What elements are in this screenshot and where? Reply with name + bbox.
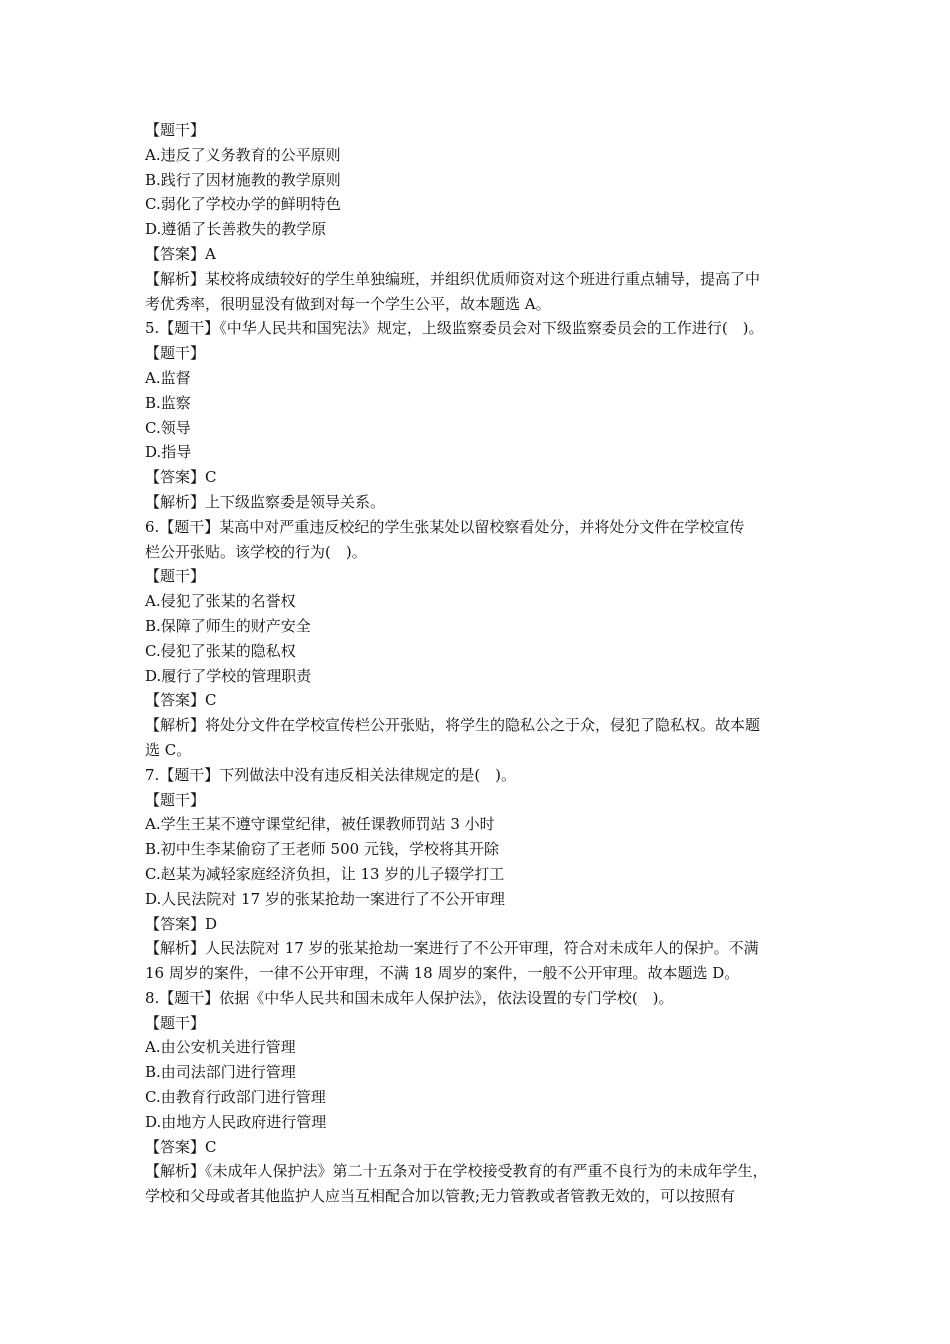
text-line: 学校和父母或者其他监护人应当互相配合加以管教;无力管教或者管教无效的，可以按照有: [145, 1187, 736, 1206]
text-line: 【题干】: [145, 567, 206, 586]
text-line: D.遵循了长善救失的教学原: [145, 220, 327, 239]
text-line: A.侵犯了张某的名誉权: [145, 592, 296, 611]
text-line: D.履行了学校的管理职责: [145, 666, 312, 685]
text-line: A.学生王某不遵守课堂纪律，被任课教师罚站 3 小时: [145, 815, 495, 834]
text-line: B.保障了师生的财产安全: [145, 616, 311, 635]
text-line: B.监察: [145, 393, 191, 412]
text-line: A.违反了义务教育的公平原则: [145, 145, 341, 164]
text-line: 【解析】《未成年人保护法》第二十五条对于在学校接受教育的有严重不良行为的未成年学生，: [145, 1162, 768, 1181]
text-line: 【答案】C: [145, 468, 217, 487]
text-line: B.初中生李某偷窃了王老师 500 元钱，学校将其开除: [145, 840, 499, 859]
text-line: 【题干】: [145, 790, 206, 809]
text-line: B.由司法部门进行管理: [145, 1063, 296, 1082]
text-line: A.监督: [145, 368, 191, 387]
text-line: 【解析】人民法院对 17 岁的张某抢劫一案进行了不公开审理，符合对未成年人的保护。不满: [145, 939, 759, 958]
text-line: 【题干】: [145, 121, 206, 139]
text-line: 【答案】C: [145, 691, 217, 710]
text-line: 【题干】: [145, 1013, 206, 1032]
text-line: 选 C。: [145, 740, 192, 759]
text-line: 【答案】C: [145, 1137, 217, 1156]
text-line: 【答案】D: [145, 914, 218, 933]
text-line: C.由教育行政部门进行管理: [145, 1088, 326, 1107]
text-line: 考优秀率，很明显没有做到对每一个学生公平，故本题选 A。: [145, 294, 551, 313]
text-line: D.人民法院对 17 岁的张某抢劫一案进行了不公开审理: [145, 889, 505, 908]
text-line: 【解析】将处分文件在学校宣传栏公开张贴，将学生的隐私公之于众，侵犯了隐私权。故本题: [145, 716, 761, 735]
text-line: C.领导: [145, 418, 191, 437]
text-line: 【答案】A: [145, 244, 216, 263]
text-line: 6.【题干】某高中对严重违反校纪的学生张某处以留校察看处分，并将处分文件在学校宣传: [145, 517, 745, 536]
text-line: C.赵某为减轻家庭经济负担，让 13 岁的儿子辍学打工: [145, 864, 505, 883]
document-body: [145, 118, 810, 1209]
text-line: 16 周岁的案件，一律不公开审理，不满 18 周岁的案件，一般不公开审理。故本题选 D。: [145, 964, 740, 983]
text-line: 【题干】: [145, 344, 206, 363]
text-line: D.指导: [145, 443, 192, 462]
text-line: 【解析】某校将成绩较好的学生单独编班，并组织优质师资对这个班进行重点辅导，提高了中: [145, 269, 761, 288]
text-line: C.侵犯了张某的隐私权: [145, 641, 296, 660]
text-line: B.践行了因材施教的教学原则: [145, 170, 341, 189]
text-line: 栏公开张贴。该学校的行为( )。: [145, 542, 367, 561]
text-line: A.由公安机关进行管理: [145, 1038, 296, 1057]
text-line: 5.【题干】《中华人民共和国宪法》规定，上级监察委员会对下级监察委员会的工作进行( )。: [145, 319, 764, 338]
text-line: 7.【题干】下列做法中没有违反相关法律规定的是( )。: [145, 765, 517, 784]
text-line: C.弱化了学校办学的鲜明特色: [145, 195, 341, 214]
text-line: 8.【题干】依据《中华人民共和国未成年人保护法》，依法设置的专门学校( )。: [145, 988, 674, 1007]
text-line: 【解析】上下级监察委是领导关系。: [145, 492, 386, 511]
text-line: D.由地方人民政府进行管理: [145, 1112, 327, 1131]
